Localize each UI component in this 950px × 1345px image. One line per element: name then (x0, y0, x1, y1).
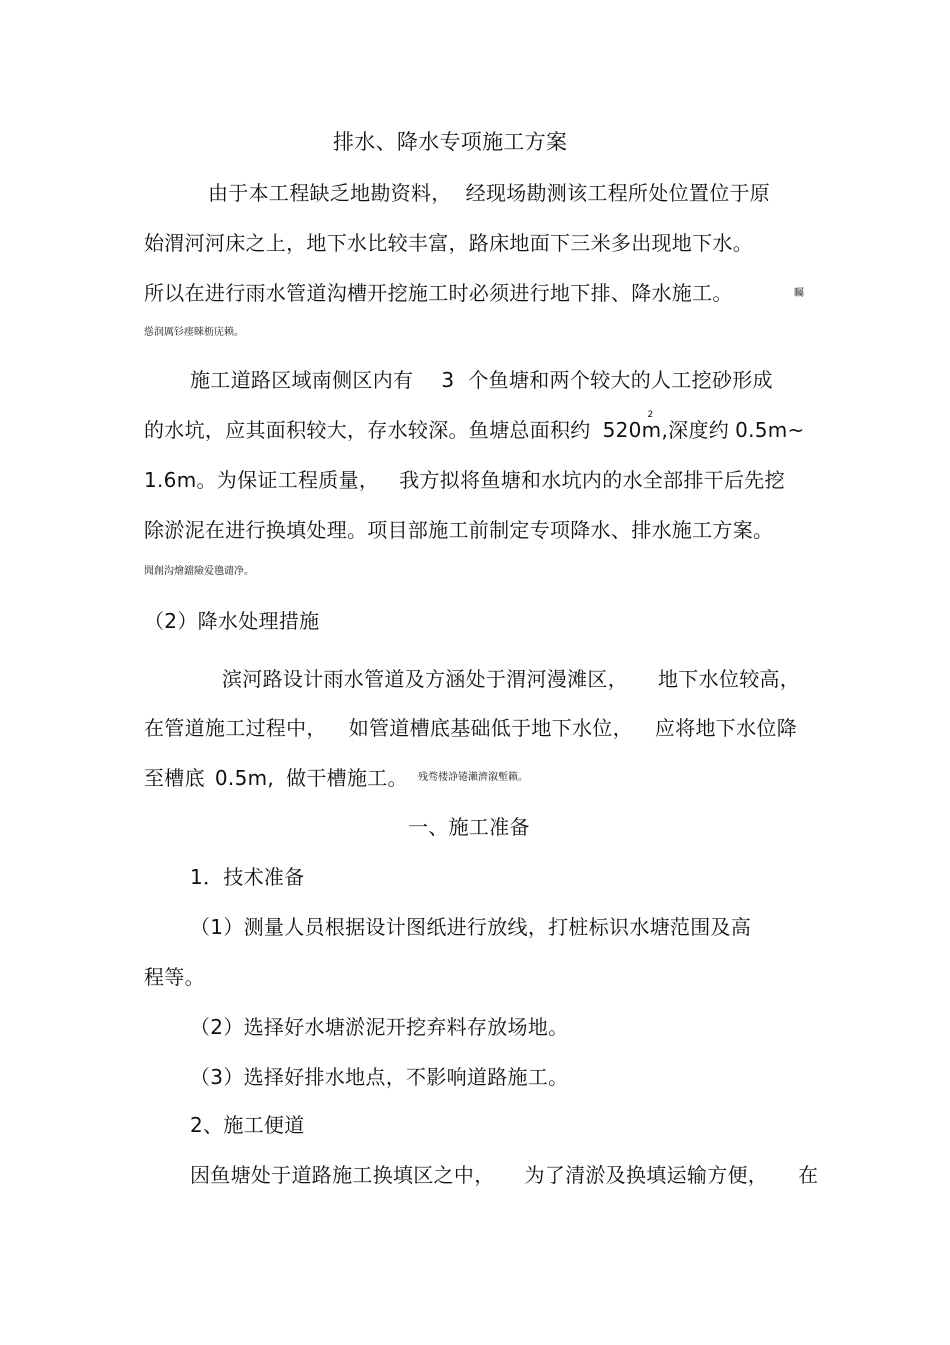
noise-text: 矚 (794, 288, 804, 299)
text-run: 在管道施工过程中， (144, 716, 327, 740)
text-run: ,深度约 (661, 418, 730, 442)
text-run: 个鱼塘和两个较大的人工挖砂形成 (468, 368, 773, 392)
text-run: 地下水位较高， (658, 667, 801, 691)
text-run: 0.5m~ (735, 418, 805, 442)
paragraph-line (222, 666, 800, 692)
paragraph-line: 始渭河河床之上，地下水比较丰富，路床地面下三米多出现地下水。 (144, 231, 753, 255)
paragraph-line (144, 765, 408, 791)
paragraph-line (144, 715, 797, 741)
text-run: 的水坑，应其面积较大，存水较深。鱼塘总面积约 (144, 418, 591, 442)
section-heading: 一、施工准备 (408, 815, 530, 839)
paragraph-line: 所以在进行雨水管道沟槽开挖施工时必须进行地下排、降水施工。 (144, 281, 733, 305)
document-title: 排水、降水专项施工方案 (333, 130, 568, 154)
text-run: 滨河路设计雨水管道及方涵处于渭河漫滩区， (222, 667, 628, 691)
subsection-heading: 1．技术准备 (190, 865, 305, 889)
superscript: 2 (647, 410, 654, 421)
text-run: 应将地下水位降 (654, 716, 798, 740)
subsection-heading: 2、施工便道 (190, 1113, 305, 1137)
text-run: 520m (602, 418, 662, 442)
text-run: 为了清淤及换填运输方便， (524, 1163, 769, 1187)
text-run: 因鱼塘处于道路施工换填区之中， (190, 1163, 495, 1187)
list-item-continuation: 程等。 (144, 965, 205, 989)
section-heading: （2）降水处理措施 (144, 609, 320, 633)
text-run: 施工道路区域南侧区内有 (190, 368, 414, 392)
noise-text: 残骛楼諍锩瀨濟溆塹籟。 (418, 772, 528, 783)
paragraph-line (190, 367, 773, 393)
list-item: （2）选择好水塘淤泥开挖弃料存放场地。 (190, 1015, 569, 1039)
text-run: 在 (798, 1163, 819, 1187)
paragraph-line (144, 467, 785, 493)
text-run: 0.5m, (214, 766, 275, 790)
text-run: 至槽底 (144, 766, 205, 790)
paragraph-line: 除淤泥在进行换填处理。项目部施工前制定专项降水、排水施工方案。 (144, 518, 774, 542)
text-run: 我方拟将鱼塘和水坑内的水全部排干后先挖 (399, 468, 785, 492)
text-run: 做干槽施工。 (286, 766, 408, 790)
text-run: 如管道槽底基础低于地下水位， (348, 716, 633, 740)
text-run: 经现场勘测该工程所处位置位于原 (465, 181, 771, 205)
list-item: （1）测量人员根据设计图纸进行放线，打桩标识水塘范围及高 (190, 915, 752, 939)
text-run: 3 (441, 368, 455, 392)
paragraph-line (144, 410, 805, 443)
text-run: 1.6m。为保证工程质量， (144, 468, 380, 492)
list-item: （3）选择好排水地点，不影响道路施工。 (190, 1065, 569, 1089)
noise-text: 慫润厲钐瘗睞枥庑赖。 (144, 327, 244, 338)
noise-text: 聞創沟燴鐺險爱氇谴净。 (144, 566, 254, 577)
paragraph-line (190, 1162, 818, 1188)
text-run: 由于本工程缺乏地勘资料， (208, 181, 452, 205)
paragraph-line (208, 180, 770, 206)
